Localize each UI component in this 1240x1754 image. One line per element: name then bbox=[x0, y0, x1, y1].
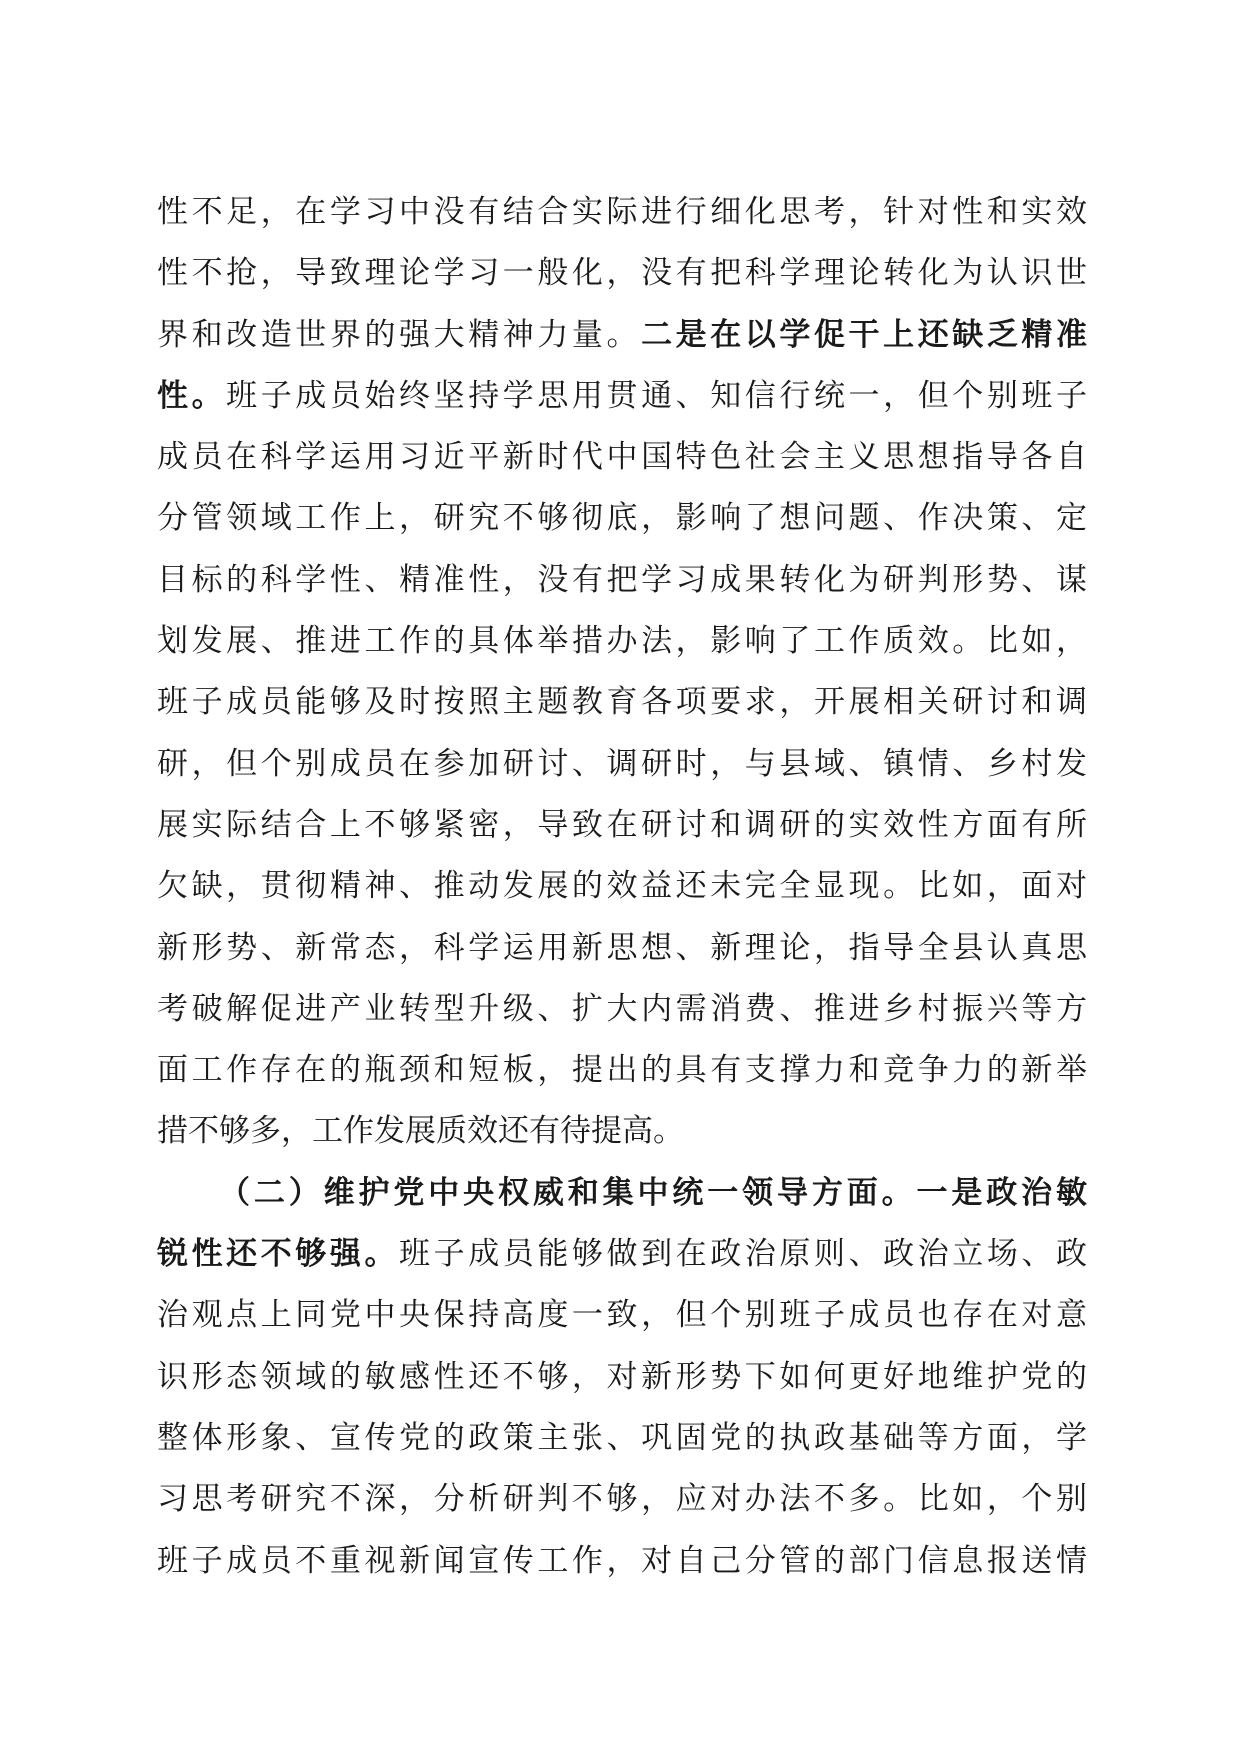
text-run: 展实际结合上不够紧密，导致在研讨和调研的实效性方面有所 bbox=[157, 806, 1087, 843]
text-run: 划发展、推进工作的具体举措办法，影响了工作质效。比如， bbox=[157, 623, 1087, 660]
text-run: 考破解促进产业转型升级、扩大内需消费、推进乡村振兴等方 bbox=[157, 990, 1087, 1027]
text-run: 性不抢，导致理论学习一般化，没有把科学理论转化为认识世 bbox=[157, 255, 1087, 292]
text-line bbox=[157, 1531, 1087, 1592]
text-run: 新形势、新常态，科学运用新思想、新理论，指导全县认真思 bbox=[157, 929, 1087, 966]
text-run: 识形态领域的敏感性还不够，对新形势下如何更好地维护党的 bbox=[157, 1358, 1087, 1395]
document-body bbox=[157, 182, 1087, 1592]
text-run: 班子成员始终坚持学思用贯通、知信行统一，但个别班子 bbox=[226, 377, 1087, 414]
text-line bbox=[157, 1285, 1087, 1346]
text-run: 措不够多，工作发展质效还有待提高。 bbox=[157, 1113, 684, 1150]
text-line bbox=[157, 182, 1087, 243]
text-line bbox=[157, 795, 1087, 856]
text-run: 目标的科学性、精准性，没有把学习成果转化为研判形势、谋 bbox=[157, 561, 1087, 598]
section-heading-line bbox=[157, 1163, 1087, 1224]
text-run: 习思考研究不深，分析研判不够，应对办法不多。比如，个别 bbox=[157, 1481, 1087, 1518]
bold-text-run: 性。 bbox=[157, 377, 227, 414]
text-run: 研，但个别成员在参加研讨、调研时，与县域、镇情、乡村发 bbox=[157, 745, 1087, 782]
text-line bbox=[157, 366, 1087, 427]
text-run: 班子成员能够做到在政治原则、政治立场、政 bbox=[399, 1236, 1088, 1273]
bold-text-run: （二）维护党中央权威和集中统一领导方面。一是政治敏 bbox=[219, 1174, 1087, 1211]
text-line bbox=[157, 427, 1087, 488]
text-run: 治观点上同党中央保持高度一致，但个别班子成员也存在对意 bbox=[157, 1297, 1087, 1334]
text-line bbox=[157, 1469, 1087, 1530]
text-line bbox=[157, 1224, 1087, 1285]
text-run: 面工作存在的瓶颈和短板，提出的具有支撑力和竞争力的新举 bbox=[157, 1052, 1087, 1089]
text-run: 班子成员不重视新闻宣传工作，对自己分管的部门信息报送情 bbox=[157, 1542, 1087, 1579]
text-line bbox=[157, 611, 1087, 672]
text-line bbox=[157, 856, 1087, 917]
text-run: 性不足，在学习中没有结合实际进行细化思考，针对性和实效 bbox=[157, 194, 1087, 230]
text-run: 欠缺，贯彻精神、推动发展的效益还未完全显现。比如，面对 bbox=[157, 868, 1087, 905]
bold-text-run: 二是在以学促干上还缺乏精准 bbox=[641, 316, 1087, 353]
text-run: 界和改造世界的强大精神力量。 bbox=[157, 316, 642, 353]
text-line bbox=[157, 305, 1087, 366]
text-line bbox=[157, 734, 1087, 795]
text-line bbox=[157, 1101, 1087, 1162]
text-line bbox=[157, 243, 1087, 304]
text-line bbox=[157, 672, 1087, 733]
text-run: 成员在科学运用习近平新时代中国特色社会主义思想指导各自 bbox=[157, 439, 1087, 476]
text-run: 整体形象、宣传党的政策主张、巩固党的执政基础等方面，学 bbox=[157, 1419, 1087, 1456]
text-run: 班子成员能够及时按照主题教育各项要求，开展相关研讨和调 bbox=[157, 684, 1087, 721]
text-run: 分管领域工作上，研究不够彻底，影响了想问题、作决策、定 bbox=[157, 500, 1087, 537]
text-line bbox=[157, 1408, 1087, 1469]
text-line bbox=[157, 488, 1087, 549]
text-line bbox=[157, 1347, 1087, 1408]
text-line bbox=[157, 979, 1087, 1040]
text-line bbox=[157, 550, 1087, 611]
bold-text-run: 锐性还不够强。 bbox=[157, 1236, 400, 1273]
text-line bbox=[157, 1040, 1087, 1101]
text-line bbox=[157, 918, 1087, 979]
